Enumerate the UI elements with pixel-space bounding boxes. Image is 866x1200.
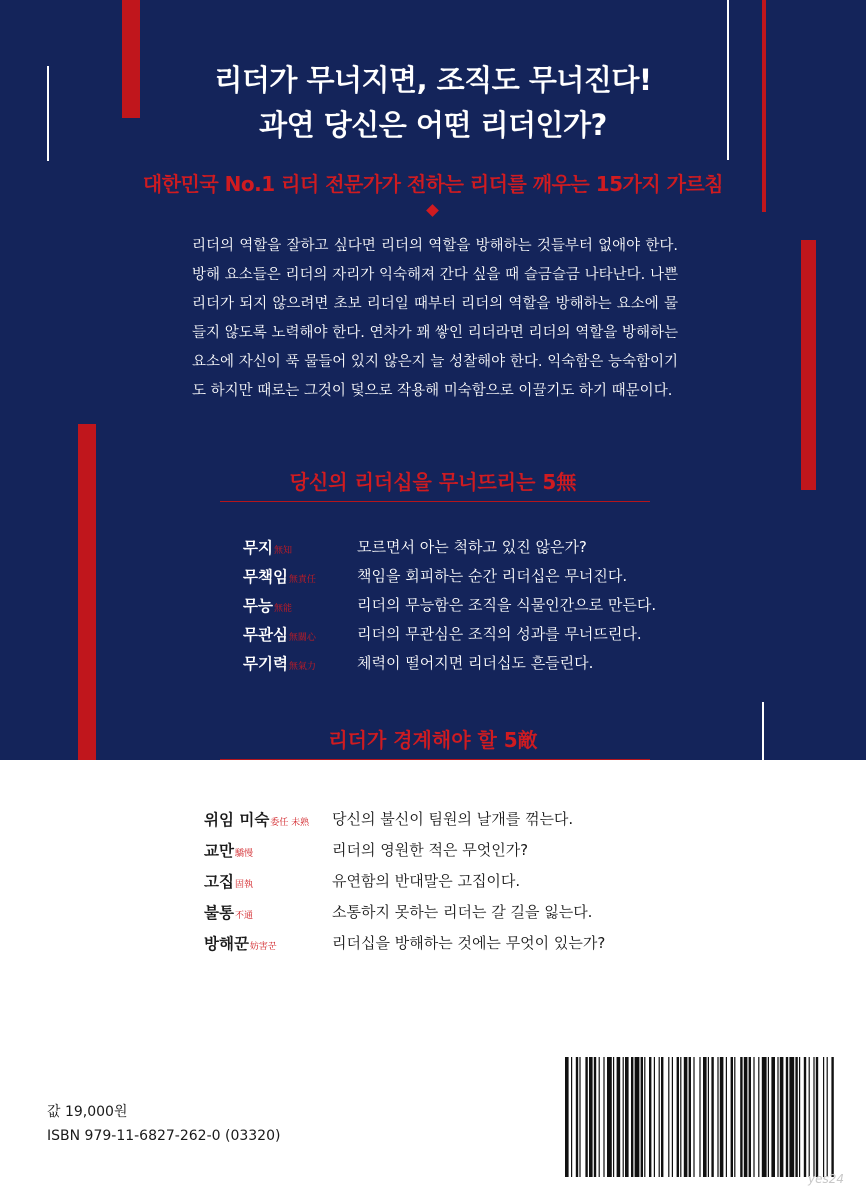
list-term: 무기력無氣力 [243, 655, 316, 673]
list-desc: 리더십을 방해하는 것에는 무엇이 있는가? [332, 934, 606, 952]
list-desc: 당신의 불신이 팀원의 날개를 꺾는다. [332, 810, 574, 828]
section-divider [220, 759, 650, 760]
watermark: yes24 [808, 1172, 845, 1186]
headline-line-2: 과연 당신은 어떤 리더인가? [259, 108, 607, 142]
list-term: 무지無知 [243, 539, 292, 557]
list-term: 불통不通 [204, 904, 253, 922]
list-desc: 리더의 영원한 적은 무엇인가? [332, 841, 529, 859]
list-desc: 체력이 떨어지면 리더십도 흔들린다. [357, 654, 594, 672]
list-term: 교만驕慢 [204, 842, 253, 860]
intro-paragraph: 리더의 역할을 잘하고 싶다면 리더의 역할을 방해하는 것들부터 없애야 한다. 방해 요소들은 리더의 자리가 익숙해져 간다 싶을 때 슬금슬금 나타난다. 나쁜 리더가 되지 않으려면 초보 리더일 때부터 리더의 역할을 방해하는 요소에 물들지 않도록 노력해야 한다. 연차가 꽤 쌓인 리더라면 리더의 역할을 방해하는 요소에 자신이 푹 물들어 있지 않은지 늘 성찰해야 한다. 익숙함은 능숙함이기도 하지만 때로는 그것이 덫으로 작용해 미숙함으로 이끌기도 하기 때문이다. [192, 238, 678, 399]
list-term: 방해꾼妨害꾼 [204, 935, 277, 953]
list-term: 무관심無關心 [243, 626, 316, 644]
red-bar-right [801, 240, 816, 490]
list-desc: 모르면서 아는 척하고 있진 않은가? [357, 538, 587, 556]
section-divider [220, 501, 650, 502]
section-title-5mu: 당신의 리더십을 무너뜨리는 5無 [289, 470, 577, 494]
list-desc: 책임을 회피하는 순간 리더십은 무너진다. [357, 567, 628, 585]
subheadline: 대한민국 No.1 리더 전문가가 전하는 리더를 깨우는 15가지 가르침 [142, 172, 724, 196]
list-term: 무능無能 [243, 597, 292, 615]
list-desc: 리더의 무관심은 조직의 성과를 무너뜨린다. [357, 625, 642, 643]
list-desc: 유연함의 반대말은 고집이다. [332, 872, 521, 890]
section-title-5jeok: 리더가 경계해야 할 5敵 [328, 728, 538, 752]
barcode [565, 1057, 835, 1177]
list-term: 위임 미숙委任 未熟 [204, 811, 310, 829]
price: 값 19,000원 [47, 1104, 128, 1120]
list-desc: 리더의 무능함은 조직을 식물인간으로 만든다. [357, 596, 657, 614]
list-term: 고집固執 [204, 873, 253, 891]
isbn: ISBN 979-11-6827-262-0 (03320) [47, 1128, 281, 1144]
list-desc: 소통하지 못하는 리더는 갈 길을 잃는다. [332, 903, 593, 921]
list-term: 무책임無責任 [243, 568, 316, 586]
headline-line-1: 리더가 무너지면, 조직도 무너진다! [214, 63, 652, 97]
